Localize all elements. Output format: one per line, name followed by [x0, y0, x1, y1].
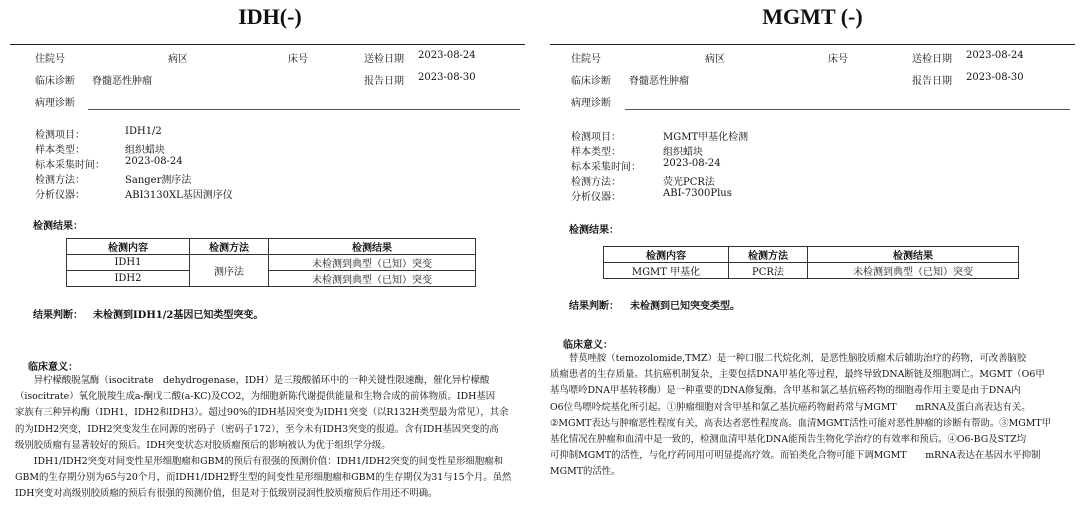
item-label: 检测项目：: [571, 132, 621, 143]
mgmt-report-panel: [545, 0, 1080, 519]
table-header-row: [604, 247, 1019, 263]
table-cell: 未检测到典型（已知）突变: [269, 255, 476, 271]
report-date: 2023-08-30: [418, 72, 476, 83]
clinical-line: 基鸟嘌呤DNA甲基转移酶）是一种重要的DNA修复酶。含甲基和氯乙基抗癌药物的细胞毒作用主要是由于DNA内: [550, 385, 1021, 397]
divider: [88, 109, 520, 110]
conclusion-label: 结果判断：: [569, 301, 619, 312]
clinical-line: 可抑制MGMT的活性，与化疗药同用可明显提高疗效。而铂类化合物可能下调MGMT mRNA表达在基因水平抑制: [550, 450, 1041, 462]
clinical-line: 基化情况在肿瘤和血清中是一致的，检测血清甲基化DNA能预告生物化学治疗的有效率和预后。④O6-BG及STZ均: [550, 434, 1027, 446]
clinical-heading: 临床意义：: [28, 362, 78, 373]
report-date-label: 报告日期: [364, 76, 404, 87]
report-date-label: 报告日期: [912, 76, 952, 87]
sample-type-label: 样本类型：: [571, 147, 621, 158]
clinical-dx: 脊髓恶性肿瘤: [92, 76, 152, 87]
results-table: [66, 238, 476, 287]
clinical-line: 的为IDH2突变，IDH2突变发生在同源的密码子（密码子172），至今未有IDH3突变的报道。含有IDH基因突变的高: [15, 423, 499, 435]
results-table: [603, 246, 1019, 279]
table-cell: IDH2: [67, 271, 190, 287]
clinical-line: 替莫唑胺（temozolomide,TMZ）是一种口服二代烷化剂，是恶性脑胶质瘤术后辅助治疗的药物，可改善脑胶: [568, 353, 1027, 364]
clinical-dx-label: 临床诊断: [571, 76, 611, 87]
bed-label: 床号: [828, 54, 848, 65]
ward-label: 病区: [705, 54, 725, 65]
table-header: 检测内容: [604, 247, 729, 263]
conclusion-text: 未检测到已知突变类型。: [630, 301, 740, 312]
collect-time-value: 2023-08-24: [125, 156, 183, 167]
clinical-line: 级别胶质瘤有显著较好的预后。IDH突变状态对胶质瘤预后的影响被认为优于组织学分级。: [15, 439, 391, 451]
table-cell: IDH1: [67, 255, 190, 271]
results-heading: 检测结果：: [569, 225, 619, 236]
pathology-dx-label: 病理诊断: [35, 98, 75, 109]
clinical-line: O6位鸟嘌呤烷基化所引起。①肿瘤细胞对含甲基和氯乙基抗癌药物耐药常与MGMT mRNA及蛋白高表达有关。: [550, 401, 1031, 413]
table-header: 检测结果: [808, 247, 1019, 263]
table-header: 检测方法: [729, 247, 808, 263]
report-date: 2023-08-30: [966, 72, 1024, 83]
submit-date: 2023-08-24: [418, 50, 476, 61]
table-cell: 未检测到典型（已知）突变: [269, 271, 476, 287]
method-value: Sanger测序法: [125, 175, 192, 186]
collect-time-label: 标本采集时间：: [571, 162, 641, 173]
instrument-label: 分析仪器：: [35, 190, 85, 201]
item-value: MGMT甲基化检测: [663, 132, 749, 143]
table-cell: MGMT 甲基化: [604, 263, 729, 279]
sample-type-label: 样本类型：: [35, 145, 85, 156]
results-heading: 检测结果：: [33, 221, 83, 232]
submit-date-label: 送检日期: [364, 54, 404, 65]
ward-label: 病区: [168, 54, 188, 65]
clinical-line: （isocitrate）氧化脱羧生成a-酮戊二酸(a-KC)及CO2，为细胞新陈代谢提供能量和生物合成的前体物质。IDH基因: [15, 391, 496, 403]
clinical-line: IDH1/IDH2突变对间变性星形细胞瘤和GBM的预后有很强的预测价值：IDH1/IDH2突变的间变性星形细胞瘤和: [33, 456, 504, 468]
hospital-no-label: 住院号: [35, 54, 65, 65]
clinical-line: ②MGMT表达与肿瘤恶性程度有关，高表达者恶性程度高。血清MGMT活性可能对恶性肿瘤的诊断有帮助。③MGMT甲: [550, 417, 1051, 429]
clinical-line: 家族有三种异构酶（IDH1，IDH2和IDH3）。超过90%的IDH基因突变为IDH1突变（以R132H类型最为常见），其余: [15, 407, 509, 419]
table-row: [604, 263, 1019, 279]
table-row: [67, 271, 476, 287]
table-cell: 未检测到典型（已知）突变: [808, 263, 1019, 279]
conclusion-label: 结果判断：: [33, 310, 83, 321]
table-header: 检测结果: [269, 239, 476, 255]
table-row: [67, 255, 476, 271]
submit-date: 2023-08-24: [966, 50, 1024, 61]
method-value: 荧光PCR法: [663, 177, 715, 188]
bed-label: 床号: [288, 54, 308, 65]
clinical-dx: 脊髓恶性肿瘤: [629, 76, 689, 87]
panel-title: IDH(-): [238, 4, 302, 29]
table-cell: 测序法: [190, 255, 269, 287]
clinical-heading: 临床意义：: [563, 340, 613, 351]
conclusion-text: 未检测到IDH1/2基因已知类型突变。: [93, 310, 264, 321]
clinical-line: 质瘤患者的生存质量。其抗癌机制复杂，主要包括DNA甲基化等过程，最终导致DNA断链及细胞凋亡。MGMT（O6甲: [550, 369, 1045, 381]
pathology-dx-label: 病理诊断: [571, 98, 611, 109]
hospital-no-label: 住院号: [571, 54, 601, 65]
collect-time-label: 标本采集时间：: [35, 160, 105, 171]
header-rule: [550, 44, 1075, 45]
clinical-line: MGMT的活性。: [550, 466, 621, 478]
panel-title: MGMT (-): [762, 4, 863, 29]
table-header-row: [67, 239, 476, 255]
collect-time-value: 2023-08-24: [663, 158, 721, 169]
clinical-line: 异柠檬酸脱氢酶（isocitrate dehydrogenase，IDH）是三羧酸循环中的一种关键性限速酶，催化异柠檬酸: [33, 375, 490, 386]
clinical-paragraph: [15, 373, 525, 503]
sample-type-value: 组织蜡块: [663, 147, 703, 158]
item-label: 检测项目：: [35, 130, 85, 141]
instrument-label: 分析仪器：: [571, 192, 621, 203]
clinical-paragraph: [550, 351, 1075, 481]
method-label: 检测方法：: [571, 177, 621, 188]
submit-date-label: 送检日期: [912, 54, 952, 65]
clinical-dx-label: 临床诊断: [35, 76, 75, 87]
divider: [625, 109, 1070, 110]
table-cell: PCR法: [729, 263, 808, 279]
instrument-value: ABI3130XL基因测序仪: [125, 190, 233, 201]
table-header: 检测方法: [190, 239, 269, 255]
clinical-line: GBM的生存期分别为65与20个月，而IDH1/IDH2野生型的间变性星形细胞瘤和GBM的生存期仅为31与15个月。虽然: [15, 472, 512, 484]
method-label: 检测方法：: [35, 175, 85, 186]
sample-type-value: 组织蜡块: [125, 145, 165, 156]
item-value: IDH1/2: [125, 126, 162, 137]
instrument-value: ABI-7300Plus: [663, 188, 732, 199]
table-header: 检测内容: [67, 239, 190, 255]
header-rule: [10, 44, 525, 45]
clinical-line: IDH突变对高级别胶质瘤的预后有很强的预测价值，但是对于低级别浸润性胶质瘤预后作用还不明确。: [15, 488, 438, 500]
